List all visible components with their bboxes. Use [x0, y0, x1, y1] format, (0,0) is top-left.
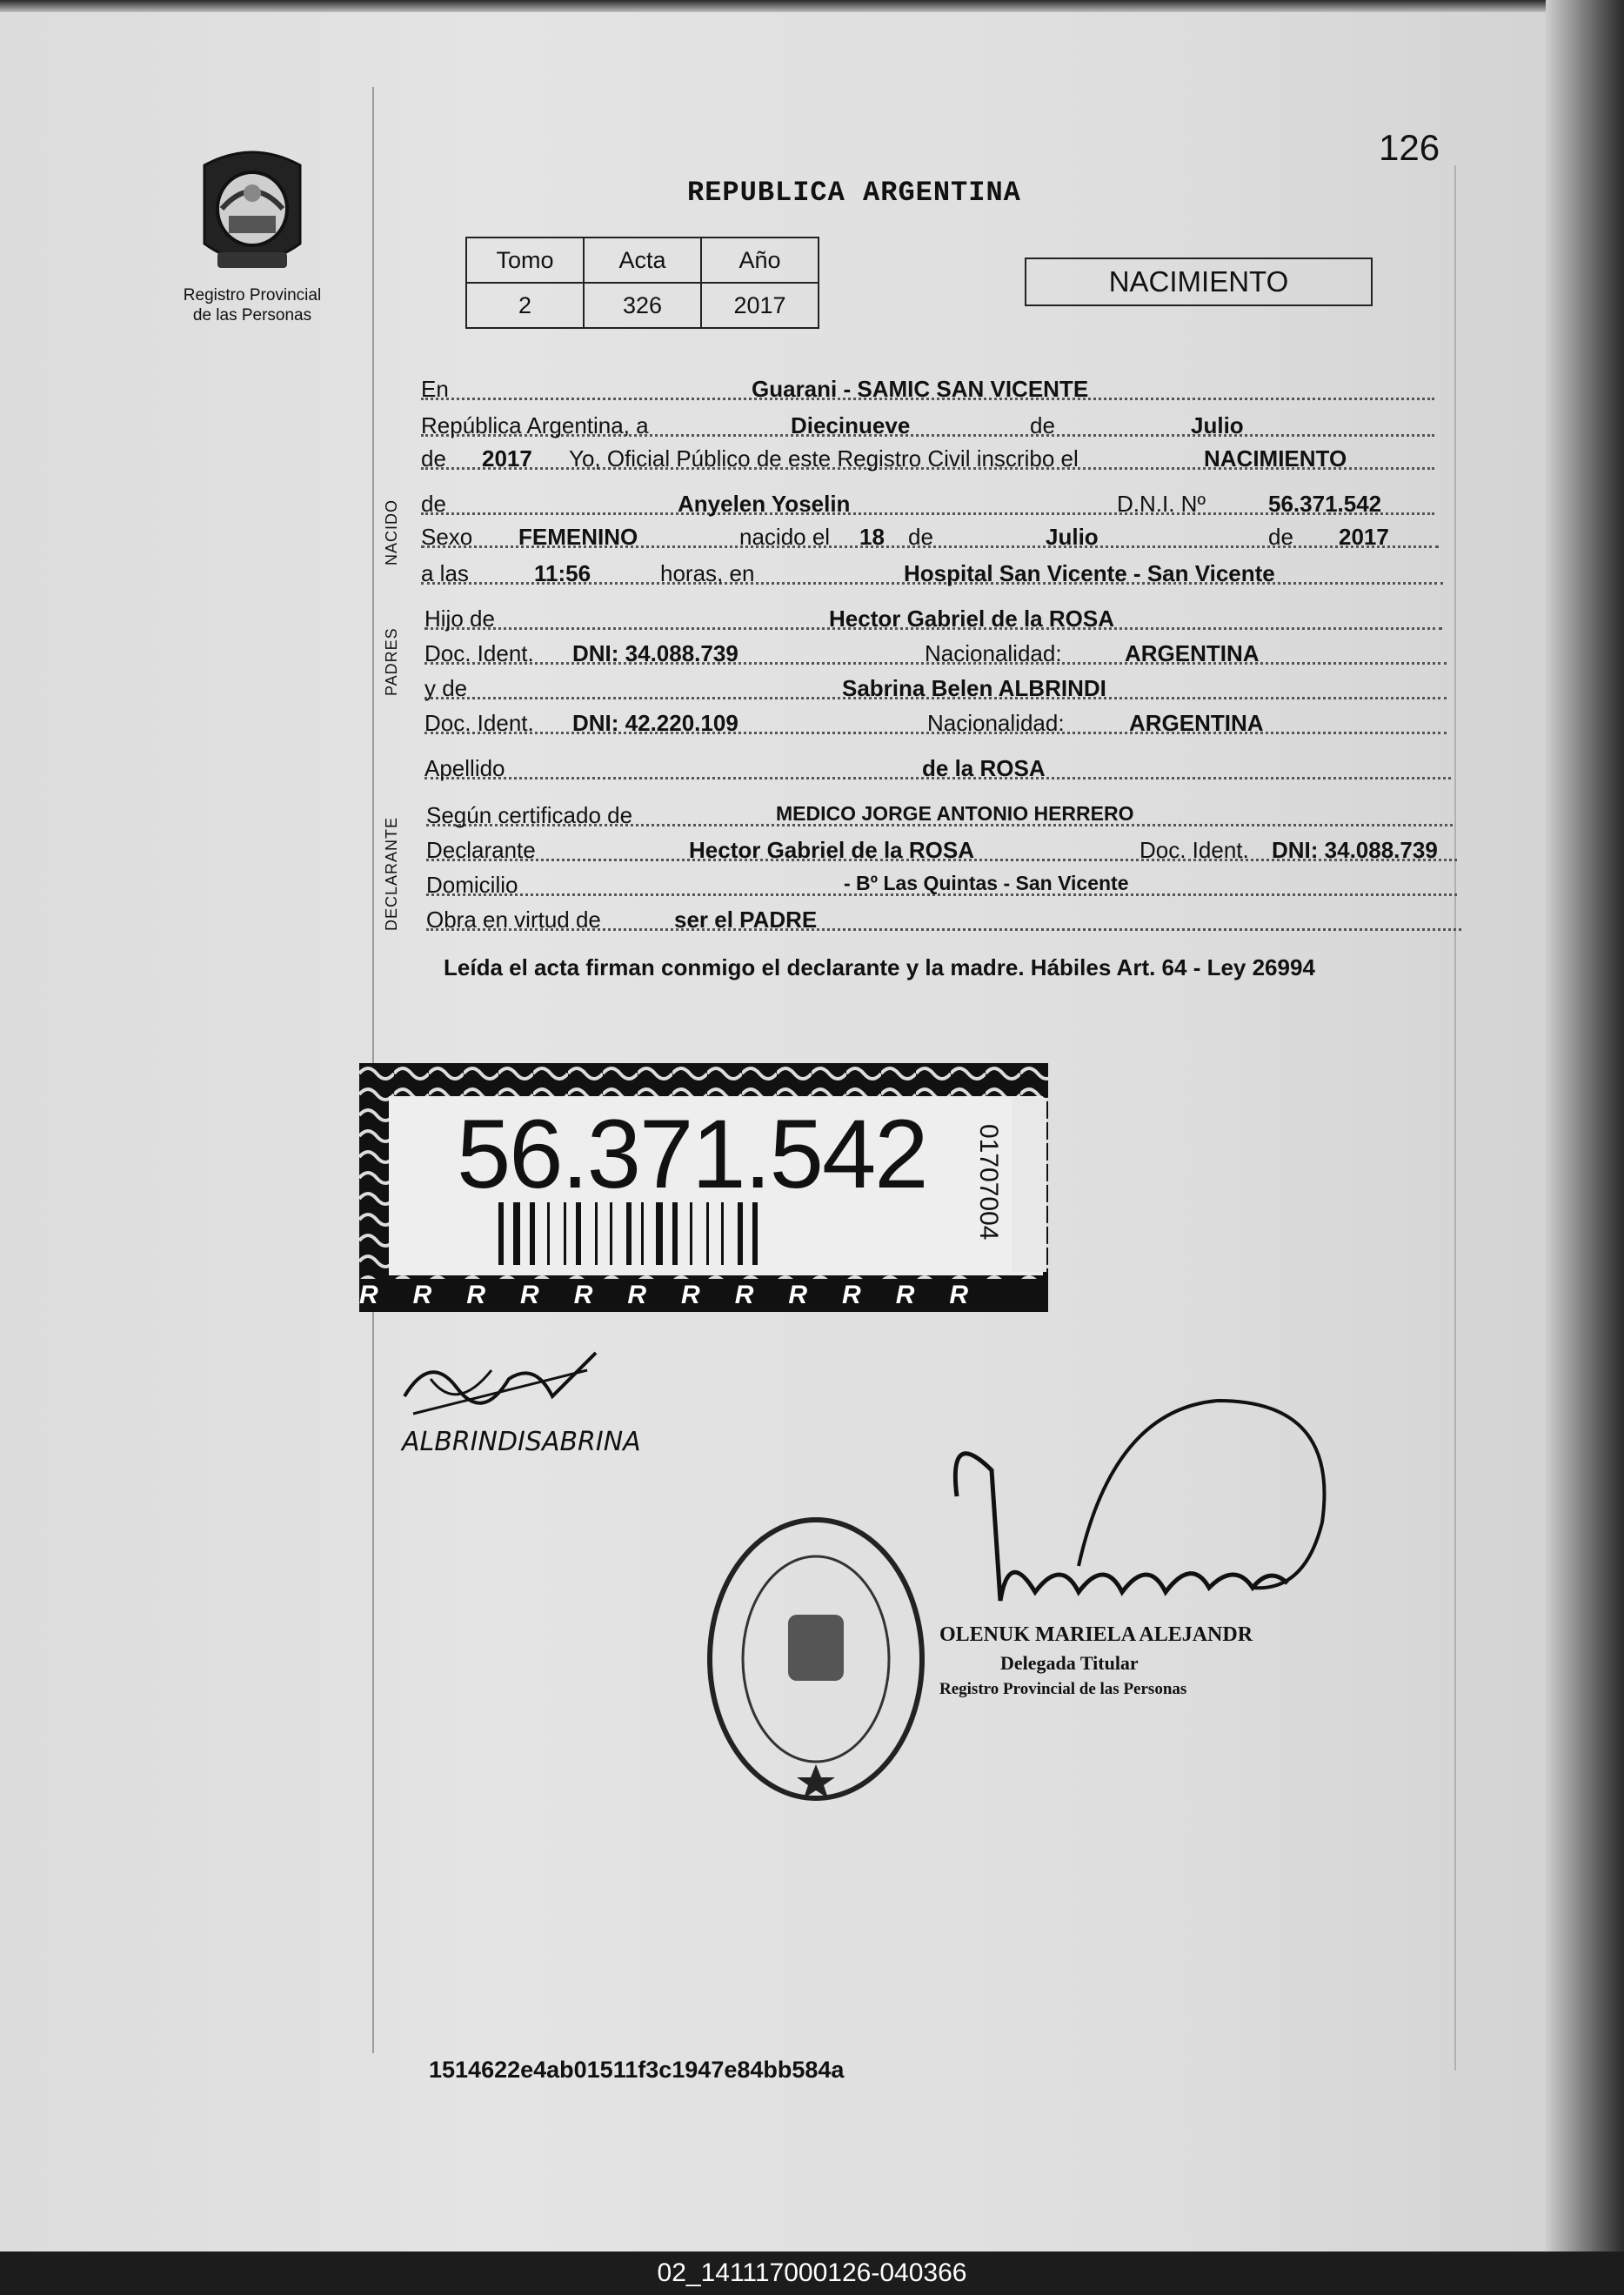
row-domicilio: Domicilio - Bº Las Quintas - San Vicente — [426, 872, 1457, 901]
padre-value: Hector Gabriel de la ROSA — [829, 606, 1114, 632]
row-sexo: Sexo FEMENINO nacido el 18 de Julio de 2017 — [421, 524, 1439, 553]
row-declarante: Declarante Hector Gabriel de la ROSA Doc. Ident. DNI: 34.088.739 — [426, 837, 1457, 866]
id-sticker — [359, 1063, 1048, 1312]
obra-value: ser el PADRE — [674, 907, 818, 933]
barcode-bar — [530, 1202, 535, 1265]
barcode-bar — [564, 1202, 566, 1265]
barcode-bar — [706, 1202, 709, 1265]
hora-value: 11:56 — [534, 560, 591, 586]
domicilio-value: - Bº Las Quintas - San Vicente — [844, 872, 1129, 894]
row-nombre: de Anyelen Yoselin D.N.I. Nº 56.371.542 — [421, 491, 1434, 520]
barcode-bar — [690, 1202, 692, 1265]
nac-anio-value: 2017 — [1339, 524, 1389, 550]
page-shadow-edge — [1546, 0, 1624, 2252]
dia-value: Diecinueve — [791, 412, 911, 438]
dni-value: 56.371.542 — [1268, 491, 1382, 517]
section-label-padres: PADRES — [383, 627, 400, 696]
barcode-bar — [721, 1202, 724, 1265]
officer-org: Registro Provincial de las Personas — [939, 1680, 1187, 1698]
row-certificado: Según certificado de MEDICO JORGE ANTONIO HERRERO — [426, 802, 1453, 832]
row-en: En Guarani - SAMIC SAN VICENTE — [421, 376, 1434, 405]
officer-title: Delegada Titular — [1000, 1652, 1139, 1674]
officer-name: OLENUK MARIELA ALEJANDR — [939, 1623, 1253, 1646]
tomo-label: Tomo — [466, 238, 584, 283]
barcode-bar — [672, 1202, 678, 1265]
sticker-side-code: 01707004 — [974, 1124, 1003, 1241]
officer-block — [939, 1618, 1253, 1704]
declarante-value: Hector Gabriel de la ROSA — [689, 837, 974, 863]
barcode-bar — [576, 1202, 581, 1265]
cert-value: MEDICO JORGE ANTONIO HERRERO — [776, 802, 1134, 825]
nombre-value: Anyelen Yoselin — [678, 491, 851, 517]
acta-value: 326 — [584, 283, 701, 328]
madre-value: Sabrina Belen ALBRINDI — [842, 675, 1106, 701]
mother-signature-name: ALBRINDISABRINA — [402, 1427, 641, 1457]
barcode-bar — [595, 1202, 598, 1265]
closing-note: Leída el acta firman conmigo el declarante y la madre. Hábiles Art. 64 - Ley 26994 — [444, 954, 1315, 980]
row-madre: y de Sabrina Belen ALBRINDI — [424, 675, 1447, 705]
page-title: REPUBLICA ARGENTINA — [687, 177, 1021, 209]
nac-dia-value: 18 — [859, 524, 885, 550]
tomo-value: 2 — [466, 283, 584, 328]
section-label-declarante: DECLARANTE — [383, 816, 400, 931]
row-doc-padre: Doc. Ident. DNI: 34.088.739 Nacionalidad: ARGENTINA — [424, 640, 1447, 670]
en-value: Guarani - SAMIC SAN VICENTE — [752, 376, 1089, 402]
nac-madre-value: ARGENTINA — [1129, 710, 1264, 736]
anio-text: 2017 — [482, 445, 532, 472]
mother-signature — [396, 1335, 622, 1431]
section-label-nacido: NACIDO — [383, 498, 400, 565]
nac-padre-value: ARGENTINA — [1125, 640, 1260, 666]
logo-caption: Registro Provincial de las Personas — [183, 286, 322, 325]
record-type-box: NACIMIENTO — [1025, 258, 1373, 306]
row-doc-madre: Doc. Ident. DNI: 42.220.109 Nacionalidad: ARGENTINA — [424, 710, 1447, 739]
doc-padre-value: DNI: 34.088.739 — [572, 640, 738, 666]
tomo-acta-anio-table — [465, 237, 819, 329]
sexo-value: FEMENINO — [518, 524, 638, 550]
apellido-value: de la ROSA — [922, 755, 1046, 781]
barcode-bar — [547, 1202, 550, 1265]
barcode-bar — [752, 1202, 758, 1265]
acta-label: Acta — [584, 238, 701, 283]
barcode-bar — [641, 1202, 644, 1265]
barcode-bar — [610, 1202, 612, 1265]
barcode-bar — [626, 1202, 632, 1265]
row-padre: Hijo de Hector Gabriel de la ROSA — [424, 606, 1442, 635]
row-apellido: Apellido de la ROSA — [424, 755, 1451, 785]
tipo-value: NACIMIENTO — [1204, 445, 1347, 472]
sticker-pattern: RRRRRRRRRRRR — [359, 1281, 1004, 1309]
anio-value: 2017 — [701, 283, 819, 328]
mes-value: Julio — [1191, 412, 1244, 438]
footer-code: 02_141117000126-040366 — [0, 2252, 1624, 2295]
right-margin-line — [1454, 165, 1456, 2071]
row-obra: Obra en virtud de ser el PADRE — [426, 907, 1461, 936]
barcode-bar — [656, 1202, 663, 1265]
row-hora: a las 11:56 horas, en Hospital San Vicente - San Vicente — [421, 560, 1443, 590]
row-fecha: República Argentina, a Diecinueve de Julio — [421, 412, 1434, 442]
row-inscribo: de 2017 Yo, Oficial Público de este Registro Civil inscribo el NACIMIENTO — [421, 445, 1434, 475]
doc-madre-value: DNI: 42.220.109 — [572, 710, 738, 736]
barcode-bar — [738, 1202, 743, 1265]
nac-mes-value: Julio — [1046, 524, 1099, 550]
officer-signature — [939, 1392, 1340, 1627]
barcode-bar — [498, 1202, 504, 1265]
barcode-bar — [513, 1202, 520, 1265]
document-hash: 1514622e4ab01511f3c1947e84bb584a — [429, 2057, 845, 2083]
top-edge — [0, 0, 1624, 12]
anio-label: Año — [701, 238, 819, 283]
registry-seal-icon — [703, 1512, 929, 1806]
misiones-crest-icon — [187, 139, 317, 278]
declarante-doc-value: DNI: 34.088.739 — [1272, 837, 1438, 863]
sticker-number: 56.371.542 — [457, 1100, 927, 1208]
page-number: 126 — [1379, 127, 1440, 168]
lugar-value: Hospital San Vicente - San Vicente — [904, 560, 1275, 586]
